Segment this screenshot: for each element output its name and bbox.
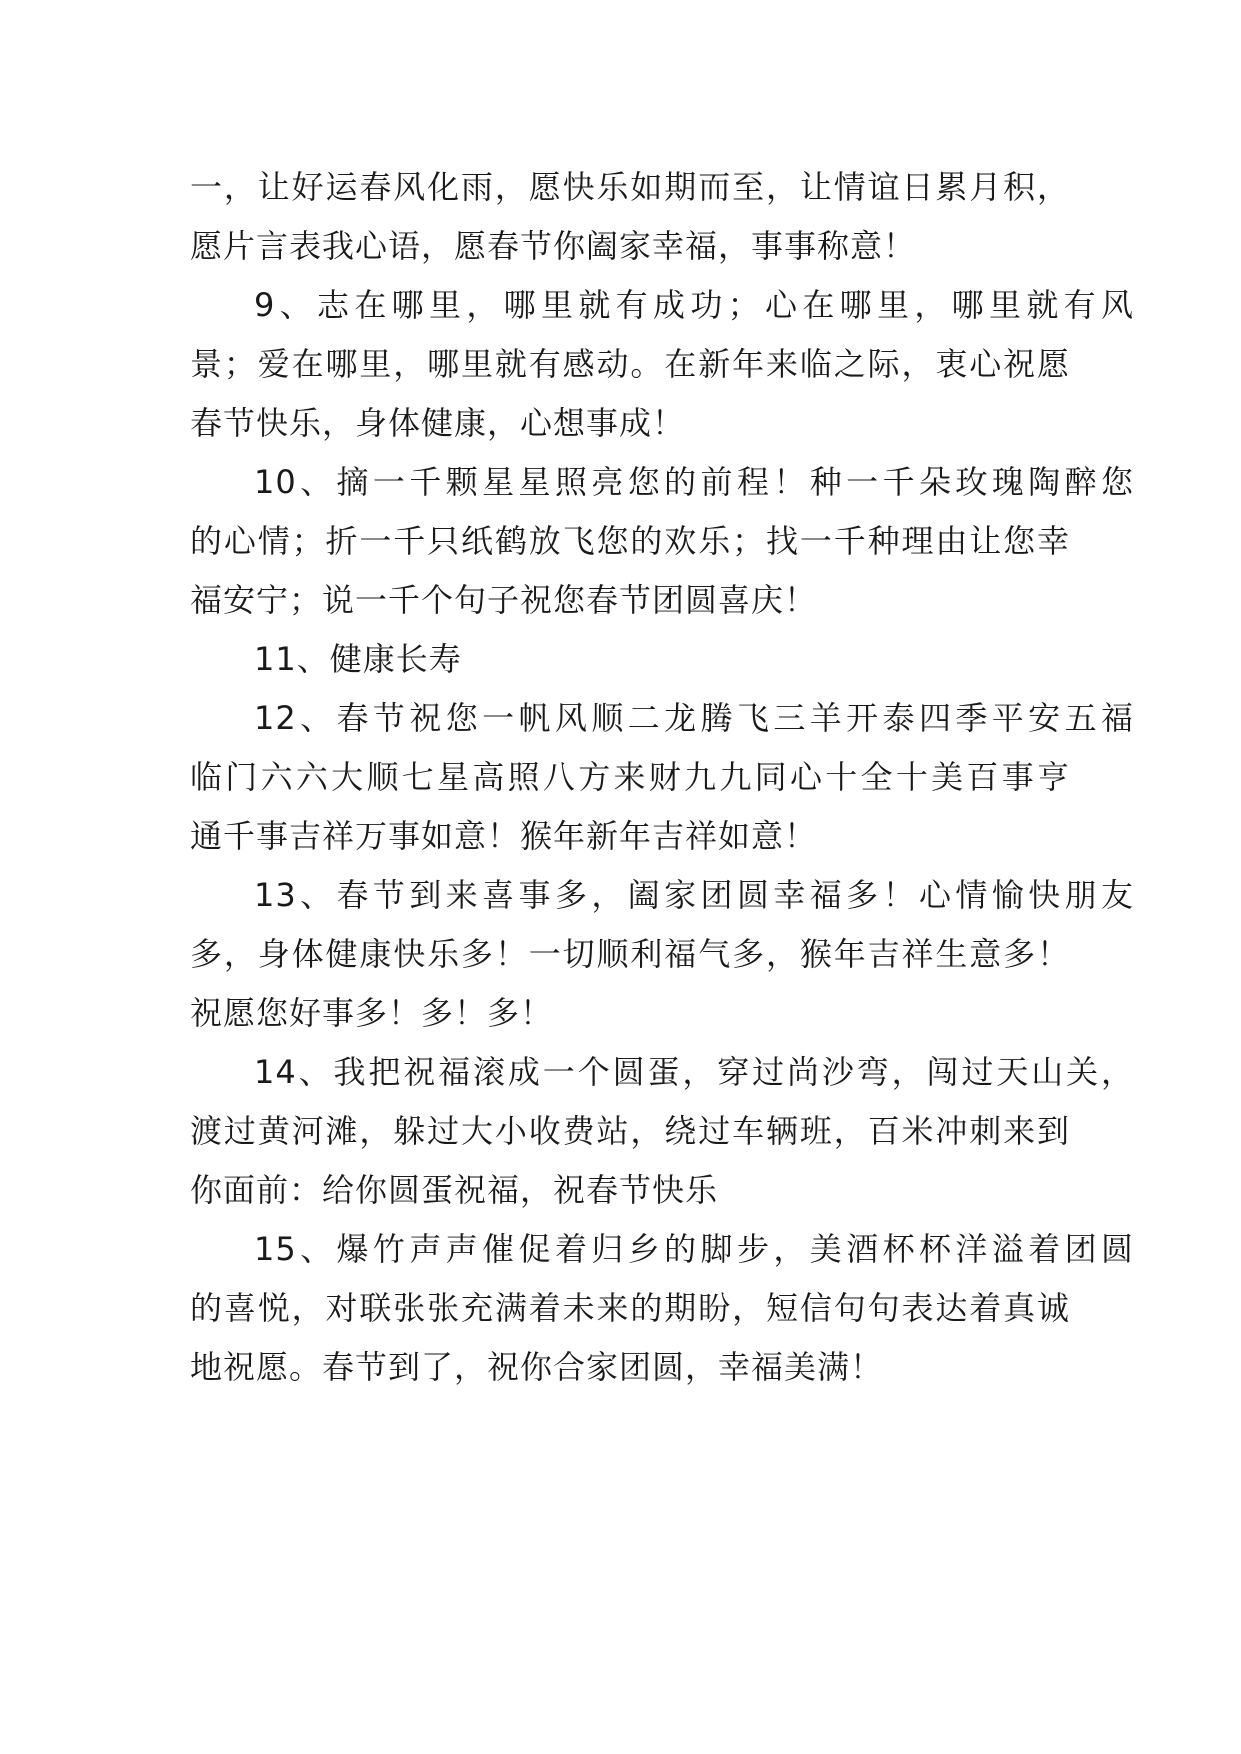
paragraph-10-first-line: 10、摘一千颗星星照亮您的前程！种一千朵玫瑰陶醉您 [254, 463, 1134, 501]
text-line: 你面前：给你圆蛋祝福，祝春节快乐 [190, 1171, 719, 1209]
paragraph-11-first-line: 11、健康长寿 [254, 640, 462, 678]
text-line: 地祝愿。春节到了，祝你合家团圆，幸福美满！ [190, 1348, 884, 1386]
text-line: 的心情；折一千只纸鹤放飞您的欢乐；找一千种理由让您幸 [190, 522, 1070, 560]
text-line: 春节快乐，身体健康，心想事成！ [190, 404, 686, 442]
text-line: 临门六六大顺七星高照八方来财九九同心十全十美百事亨 [190, 758, 1070, 796]
text-line: 景；爱在哪里，哪里就有感动。在新年来临之际，衷心祝愿 [190, 345, 1070, 383]
text-line: 渡过黄河滩，躲过大小收费站，绕过车辆班，百米冲刺来到 [190, 1112, 1070, 1150]
paragraph-14-first-line: 14、我把祝福滚成一个圆蛋，穿过尚沙弯，闯过天山关， [254, 1053, 1134, 1091]
paragraph-15-first-line: 15、爆竹声声催促着归乡的脚步，美酒杯杯洋溢着团圆 [254, 1230, 1134, 1268]
text-line: 愿片言表我心语，愿春节你阖家幸福，事事称意！ [190, 227, 917, 265]
text-line: 一，让好运春风化雨，愿快乐如期而至，让情谊日累月积， [190, 168, 1070, 206]
paragraph-9-first-line: 9、志在哪里，哪里就有成功；心在哪里，哪里就有风 [254, 286, 1134, 324]
paragraph-13-first-line: 13、春节到来喜事多，阖家团圆幸福多！心情愉快朋友 [254, 876, 1134, 914]
document-body [190, 158, 1134, 1397]
text-line: 通千事吉祥万事如意！猴年新年吉祥如意！ [190, 817, 818, 855]
text-line: 福安宁；说一千个句子祝您春节团圆喜庆！ [190, 581, 818, 619]
text-line: 的喜悦，对联张张充满着未来的期盼，短信句句表达着真诚 [190, 1289, 1070, 1327]
paragraph-12-first-line: 12、春节祝您一帆风顺二龙腾飞三羊开泰四季平安五福 [254, 699, 1134, 737]
text-line: 多，身体健康快乐多！一切顺利福气多，猴年吉祥生意多！ [190, 935, 1070, 973]
text-line: 祝愿您好事多！多！多！ [190, 994, 554, 1032]
